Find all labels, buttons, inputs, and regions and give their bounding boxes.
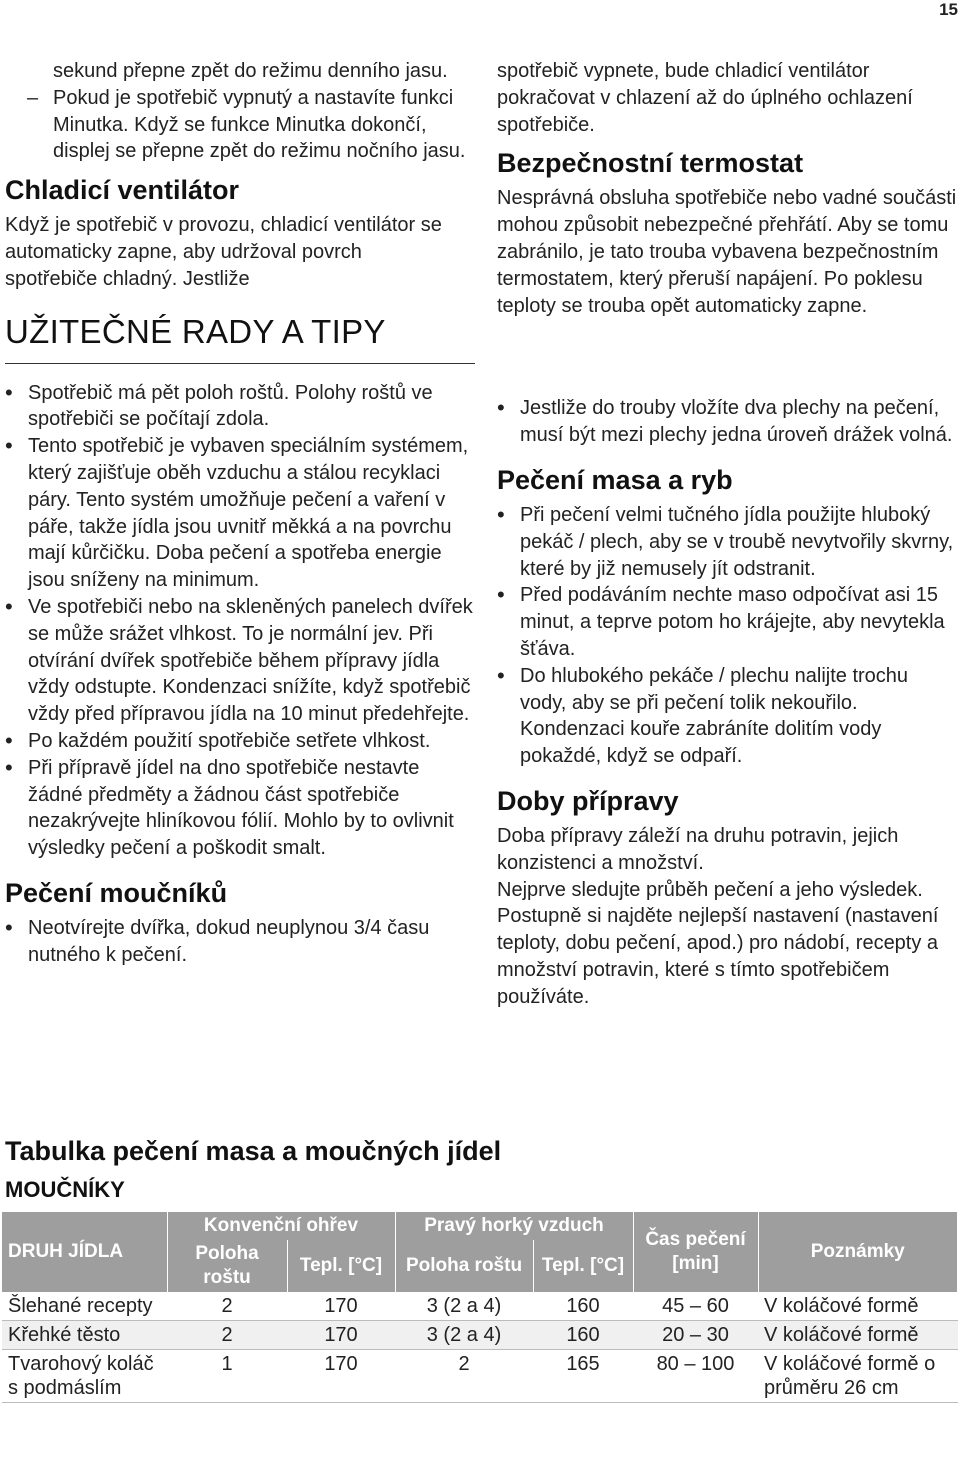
table-row (2, 1292, 958, 1321)
meat-heading: Pečení masa a ryb (497, 464, 733, 495)
times-paragraph: Doba přípravy záleží na druhu potravin, jejich konzistenci a množství. (497, 824, 899, 874)
times-paragraph: Nejprve sledujte průběh pečení a jeho výsledek. Postupně si najděte nejlepší nastavení (nastavení teploty, dobu pečení, apod.) pro nádobí, recepty a množství potravin, které s tímto spotřebičem používáte. (497, 878, 939, 1008)
cell-food: Tvarohový koláč s podmáslím (2, 1350, 167, 1403)
cell-food: Křehké těsto (2, 1321, 167, 1350)
cakes-heading: Pečení moučníků (5, 877, 228, 908)
cell-time: 80 – 100 (633, 1350, 758, 1403)
header-fan-temp: Tepl. [°C] (533, 1240, 633, 1292)
cell-fan-shelf: 2 (395, 1350, 533, 1403)
cell-time: 45 – 60 (633, 1292, 758, 1321)
tip-item: • Při přípravě jídel na dno spotřebiče nestavte žádné předměty a žádnou část spotřebiče nezakrývejte hliníkovou fólií. Mohlo by to ovlivnit výsledky pečení a poškodit smalt. (5, 755, 475, 862)
baking-table (2, 1212, 958, 1403)
thermostat-text: Nesprávná obsluha spotřebiče nebo vadné součásti mohou způsobit nebezpečné přehřátí. Aby se tomu zabránilo, je tato trouba vybavena bezpečnostním termostatem, který přeruší napájení. Po poklesu teploty se trouba opět automaticky zapne. (497, 187, 957, 317)
cell-food: Šlehané recepty (2, 1292, 167, 1321)
header-notes: Poznámky (758, 1212, 958, 1292)
section-rule (5, 363, 475, 364)
cell-notes: V koláčové formě (758, 1292, 958, 1321)
cell-notes: V koláčové formě (758, 1321, 958, 1350)
tip-item: • Tento spotřebič je vybaven speciálním systémem, který zajišťuje oběh vzduchu a stálou recyklaci páry. Tento systém umožňuje pečení a vaření v páře, takže jídla jsou uvnitř měkká a na povrchu mají kůrčičku. Doba pečení a spotřeba energie jsou sníženy na minimum. (5, 433, 475, 594)
tip-item: • Jestliže do trouby vložíte dva plechy na pečení, musí být mezi plechy jedna úroveň drážek volná. (497, 395, 957, 449)
cooling-fan-continuation: spotřebič vypnete, bude chladicí ventilátor pokračovat v chlazení až do úplného ochlazení spotřebiče. (497, 60, 913, 136)
header-food: DRUH JÍDLA (2, 1212, 167, 1292)
table-row (2, 1350, 958, 1403)
table-row (2, 1321, 958, 1350)
cell-fan-temp: 165 (533, 1350, 633, 1403)
tip-item: • Při pečení velmi tučného jídla použijte hluboký pekáč / plech, aby se v troubě nevytvořily skvrny, které by již nemusely jít odstranit. (497, 502, 957, 582)
right-column (497, 58, 957, 1011)
cooling-fan-text: Když je spotřebič v provozu, chladicí ventilátor se automaticky zapne, aby udržoval povrch spotřebiče chladný. Jestliže (5, 214, 442, 290)
tips-section-heading: UŽITEČNÉ RADY A TIPY (5, 312, 386, 350)
tip-item: • Ve spotřebiči nebo na skleněných panelech dvířek se může srážet vlhkost. To je normální jev. Při otvírání dvířek spotřebiče během přípravy jídla vždy odstupte. Kondenzaci snížíte, když spotřebič vždy před přípravou jídla na 10 minut předehřejte. (5, 594, 475, 728)
tip-item: • Spotřebič má pět poloh roštů. Polohy roštů ve spotřebiči se počítají zdola. (5, 380, 475, 434)
meat-tips-list (497, 502, 957, 770)
tray-tips-list (497, 395, 957, 449)
cell-time: 20 – 30 (633, 1321, 758, 1350)
left-column (5, 58, 475, 969)
cell-fan-shelf: 3 (2 a 4) (395, 1321, 533, 1350)
cell-fan-temp: 160 (533, 1321, 633, 1350)
header-conv-shelf: Poloha roštu (167, 1240, 287, 1292)
header-fan: Pravý horký vzduch (395, 1212, 633, 1240)
cell-conv-temp: 170 (287, 1321, 395, 1350)
table-title: Tabulka pečení masa a moučných jídel (5, 1136, 502, 1166)
cell-fan-temp: 160 (533, 1292, 633, 1321)
header-conv-temp: Tepl. [°C] (287, 1240, 395, 1292)
cell-conv-temp: 170 (287, 1350, 395, 1403)
thermostat-heading: Bezpečnostní termostat (497, 148, 804, 179)
table-subtitle: MOUČNÍKY (5, 1177, 125, 1202)
times-heading: Doby přípravy (497, 785, 679, 816)
dash-list-item: – Pokud je spotřebič vypnutý a nastavíte funkci Minutka. Když se funkce Minutka dokončí, displej se přepne zpět do režimu nočního jasu. (5, 85, 475, 165)
cell-conv-temp: 170 (287, 1292, 395, 1321)
cooling-fan-heading: Chladicí ventilátor (5, 175, 240, 206)
tip-item: • Neotvírejte dvířka, dokud neuplynou 3/4 času nutného k pečení. (5, 915, 475, 969)
tip-item: • Před podáváním nechte maso odpočívat asi 15 minut, a teprve potom ho krájejte, aby nevytekla šťáva. (497, 582, 957, 662)
cell-conv-shelf: 2 (167, 1292, 287, 1321)
page-number: 15 (939, 0, 958, 19)
cell-conv-shelf: 2 (167, 1321, 287, 1350)
header-fan-shelf: Poloha roštu (395, 1240, 533, 1292)
cell-fan-shelf: 3 (2 a 4) (395, 1292, 533, 1321)
tips-list (5, 380, 475, 862)
intro-continuation: sekund přepne zpět do režimu denního jasu. (53, 60, 448, 82)
cell-notes: V koláčové formě o průměru 26 cm (758, 1350, 958, 1403)
cell-conv-shelf: 1 (167, 1350, 287, 1403)
tip-item: • Po každém použití spotřebiče setřete vlhkost. (5, 728, 475, 755)
cakes-tips-list (5, 915, 475, 969)
header-conventional: Konvenční ohřev (167, 1212, 395, 1240)
tip-item: • Do hlubokého pekáče / plechu nalijte trochu vody, aby se při pečení tolik nekouřilo. Kondenzaci kouře zabráníte dolitím vody pokaždé, když se odpaří. (497, 663, 957, 770)
header-time: Čas pečení [min] (633, 1212, 758, 1292)
